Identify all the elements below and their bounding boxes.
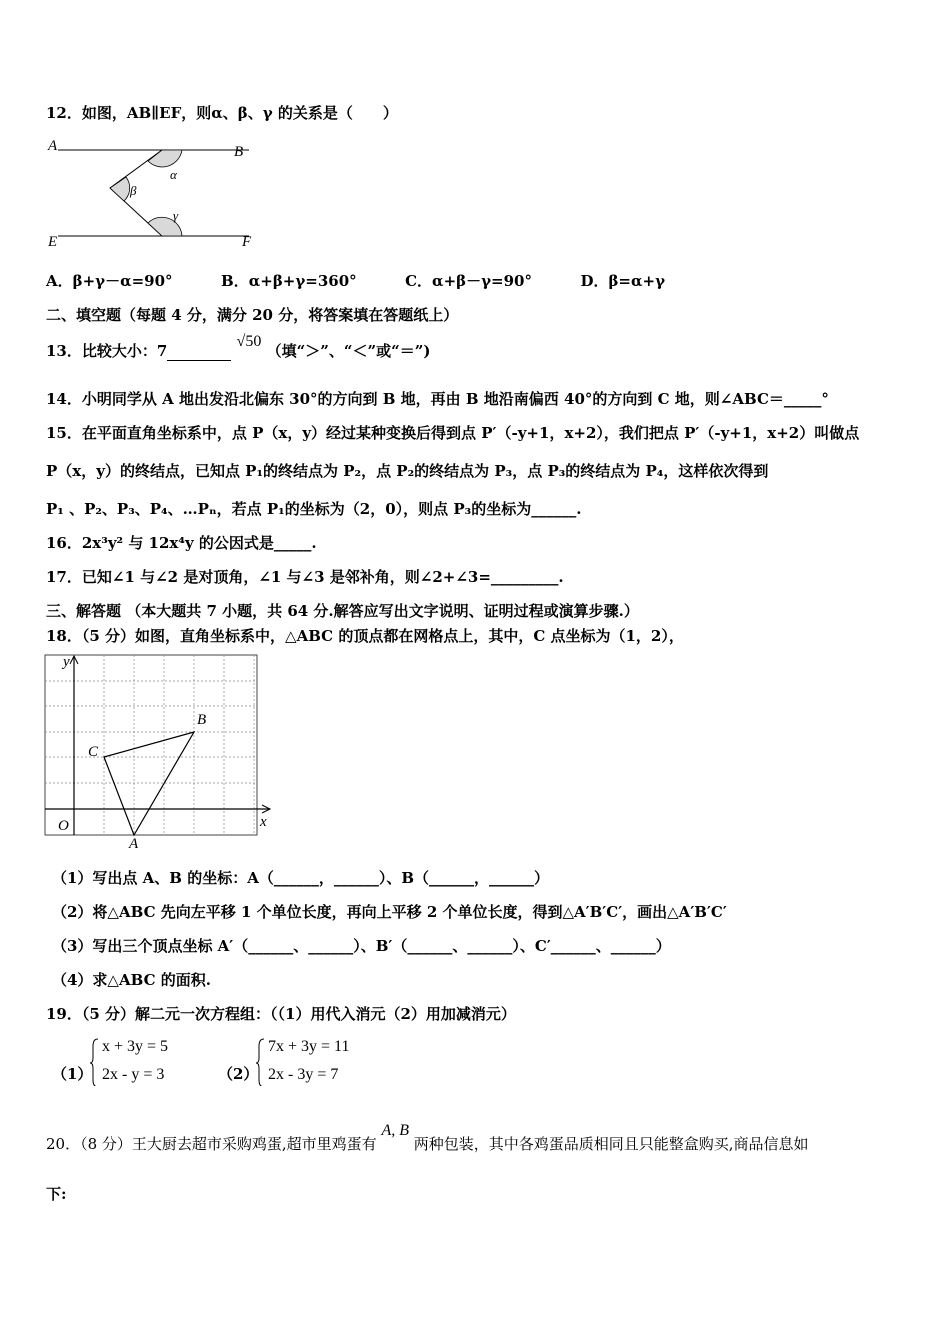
label-A: A [48,138,58,154]
q19-system1-label: （1） [52,1065,93,1083]
q20-ab: A, B [381,1122,409,1139]
q18-stem: 18．（5 分）如图，直角坐标系中，△ABC 的顶点都在网格点上，其中，C 点坐标为（1，2）， [46,627,684,645]
q18-part2: （2）将△ABC 先向左平移 1 个单位长度，再向上平移 2 个单位长度，得到△A′B′C′，画出△A′B′C′ [52,903,727,921]
q12-option-d: D．β=α+γ [580,272,665,290]
q13-radical: √50 [236,333,262,350]
brace-icon [90,1038,98,1086]
q12-option-b: B．α+β+γ=360° [221,272,357,290]
axis-y-label: y [63,654,70,670]
point-a-label: A [129,836,139,850]
q13-suffix: （填“＞”、“＜”或“＝”) [266,342,431,360]
section2-heading: 二、填空题（每题 4 分，满分 20 分，将答案填在答题纸上） [46,306,459,324]
q13 [46,333,431,361]
q13-prefix: 13．比较大小：7 [46,342,168,360]
q20-line1 [46,1122,809,1154]
point-c-label: C [88,744,99,760]
q18-part3: （3）写出三个顶点坐标 A′（______、______）、B′（______、______）、C′______、______） [52,937,671,955]
q17: 17．已知∠1 与∠2 是对顶角，∠1 与∠3 是邻补角，则∠2+∠3=_________. [46,568,564,586]
q13-blank [167,342,231,361]
label-beta: β [130,183,137,198]
q19-system1-eq2: 2x - y = 3 [102,1066,165,1083]
q19-system2 [256,1038,386,1090]
q18-part1: （1）写出点 A、B 的坐标：A（______，______）、B（______，______） [52,869,550,887]
axis-x-label: x [260,814,267,830]
q19-system2-eq2: 2x - 3y = 7 [268,1066,339,1083]
q12-stem: 12．如图，AB∥EF，则α、β、γ 的关系是（ ） [46,104,398,122]
q18-part4: （4）求△ABC 的面积. [52,971,211,989]
q19-system1-eq1: x + 3y = 5 [102,1038,169,1055]
q20-line2: 下: [46,1185,67,1203]
q12-figure [44,136,264,251]
section3-heading: 三、解答题 （本大题共 7 小题，共 64 分.解答应写出文字说明、证明过程或演算步骤.） [46,602,639,620]
q19-system2-eq1: 7x + 3y = 11 [268,1038,350,1055]
q16: 16．2x³y² 与 12x⁴y 的公因式是_____. [46,534,317,552]
q19-system2-label: （2） [218,1065,259,1083]
label-E: E [48,234,58,250]
q18-grid-figure [44,654,280,850]
label-alpha: α [170,167,177,182]
brace-icon [256,1038,264,1086]
q15-line2: P（x，y）的终结点，已知点 P₁的终结点为 P₂，点 P₂的终结点为 P₃，点 P₃的终结点为 P₄，这样依次得到 [46,462,769,480]
q14: 14．小明同学从 A 地出发沿北偏东 30°的方向到 B 地，再由 B 地沿南偏西 40°的方向到 C 地，则∠ABC＝_____° [46,390,829,408]
origin-label: O [58,818,69,834]
q15-line3: P₁ 、P₂、P₃、P₄、…Pₙ，若点 P₁的坐标为（2，0），则点 P₃的坐标为______. [46,500,582,518]
point-b-label: B [197,712,207,728]
q15-line1: 15．在平面直角坐标系中，点 P（x，y）经过某种变换后得到点 P′（-y+1，x+2），我们把点 P′（-y+1，x+2）叫做点 [46,424,860,442]
label-gamma: γ [173,208,179,223]
q19-stem: 19．（5 分）解二元一次方程组：（（1）用代入消元（2）用加减消元） [46,1005,516,1023]
q19-system1 [90,1038,200,1090]
q12-option-c: C．α+β－γ=90° [405,272,532,290]
q12-options [46,272,665,290]
q12-option-a: A．β+γ－α=90° [46,272,173,290]
label-F: F [242,234,252,250]
q20-suffix: 两种包装，其中各鸡蛋品质相同且只能整盒购买,商品信息如 [413,1135,809,1153]
label-B: B [234,144,244,160]
q20-prefix: 20．（8 分）王大厨去超市采购鸡蛋,超市里鸡蛋有 [46,1135,377,1153]
